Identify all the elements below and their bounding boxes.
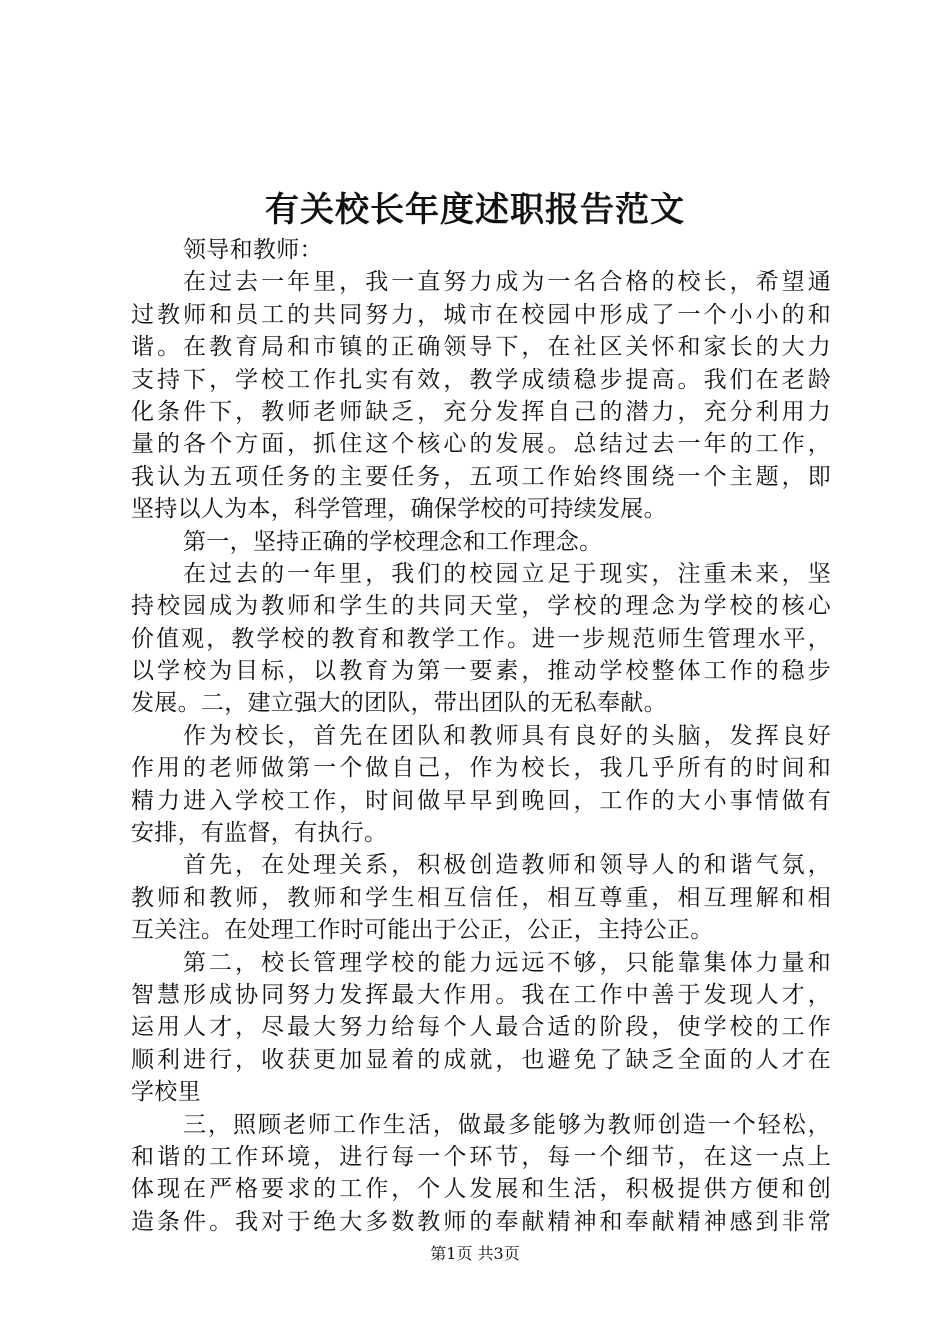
paragraph-line: 教师和教师，教师和学生相互信任，相互尊重，相互理解和相 bbox=[131, 884, 831, 911]
paragraph-line: 安排，有监督，有执行。 bbox=[131, 820, 388, 847]
paragraph-line: 作用的老师做第一个做自己，作为校长，我几乎所有的时间和 bbox=[131, 755, 831, 782]
paragraph-line: 量的各个方面，抓住这个核心的发展。总结过去一年的工作， bbox=[131, 431, 831, 458]
paragraph-line: 学校里 bbox=[131, 1079, 201, 1106]
paragraph-line: 体现在严格要求的工作，个人发展和生活，积极提供方便和创 bbox=[131, 1176, 831, 1203]
salutation-line: 领导和教师： bbox=[183, 237, 323, 263]
paragraph-line: 作为校长，首先在团队和教师具有良好的头脑，发挥良好 bbox=[183, 722, 831, 749]
paragraph-line: 智慧形成协同努力发挥最大作用。我在工作中善于发现人才， bbox=[131, 981, 831, 1008]
page-number-footer: 第1页 共3页 bbox=[430, 1244, 520, 1263]
document-title: 有关校长年度述职报告范文 bbox=[265, 190, 685, 230]
paragraph-line: 精力进入学校工作，时间做早早到晚回，工作的大小事情做有 bbox=[131, 787, 831, 814]
paragraph-line: 化条件下，教师老师缺乏，充分发挥自己的潜力，充分利用力 bbox=[131, 398, 831, 425]
paragraph-line: 过教师和员工的共同努力，城市在校园中形成了一个小小的和 bbox=[131, 301, 831, 328]
paragraph-line: 造条件。我对于绝大多数教师的奉献精神和奉献精神感到非常 bbox=[131, 1208, 831, 1235]
paragraph-line: 运用人才，尽最大努力给每个人最合适的阶段，使学校的工作 bbox=[131, 1014, 831, 1041]
paragraph-line: 持校园成为教师和学生的共同天堂，学校的理念为学校的核心 bbox=[131, 593, 831, 620]
paragraph-line: 顺利进行，收获更加显着的成就，也避免了缺乏全面的人才在 bbox=[131, 1046, 831, 1073]
paragraph-line: 支持下，学校工作扎实有效，教学成绩稳步提高。我们在老龄 bbox=[131, 366, 831, 393]
paragraph-line: 在过去一年里，我一直努力成为一名合格的校长，希望通 bbox=[183, 269, 831, 296]
section-heading-line: 第一，坚持正确的学校理念和工作理念。 bbox=[183, 528, 603, 555]
paragraph-line: 三，照顾老师工作生活，做最多能够为教师创造一个轻松， bbox=[183, 1111, 831, 1138]
document-body bbox=[131, 234, 831, 1238]
paragraph-line: 首先，在处理关系，积极创造教师和领导人的和谐气氛， bbox=[183, 852, 831, 879]
paragraph-line: 发展。二，建立强大的团队，带出团队的无私奉献。 bbox=[131, 690, 667, 717]
paragraph-line: 和谐的工作环境，进行每一个环节，每一个细节，在这一点上 bbox=[131, 1143, 831, 1170]
paragraph-line: 互关注。在处理工作时可能出于公正，公正，主持公正。 bbox=[131, 917, 714, 944]
paragraph-line: 以学校为目标，以教育为第一要素，推动学校整体工作的稳步 bbox=[131, 658, 831, 685]
paragraph-line: 我认为五项任务的主要任务，五项工作始终围绕一个主题，即 bbox=[131, 463, 831, 490]
paragraph-line: 谐。在教育局和市镇的正确领导下，在社区关怀和家长的大力 bbox=[131, 334, 831, 361]
paragraph-line: 在过去的一年里，我们的校园立足于现实，注重未来，坚 bbox=[183, 560, 831, 587]
paragraph-line: 坚持以人为本，科学管理，确保学校的可持续发展。 bbox=[131, 496, 667, 523]
paragraph-line: 第二，校长管理学校的能力远远不够，只能靠集体力量和 bbox=[183, 949, 831, 976]
paragraph-line: 价值观，教学校的教育和教学工作。进一步规范师生管理水平， bbox=[131, 625, 831, 652]
